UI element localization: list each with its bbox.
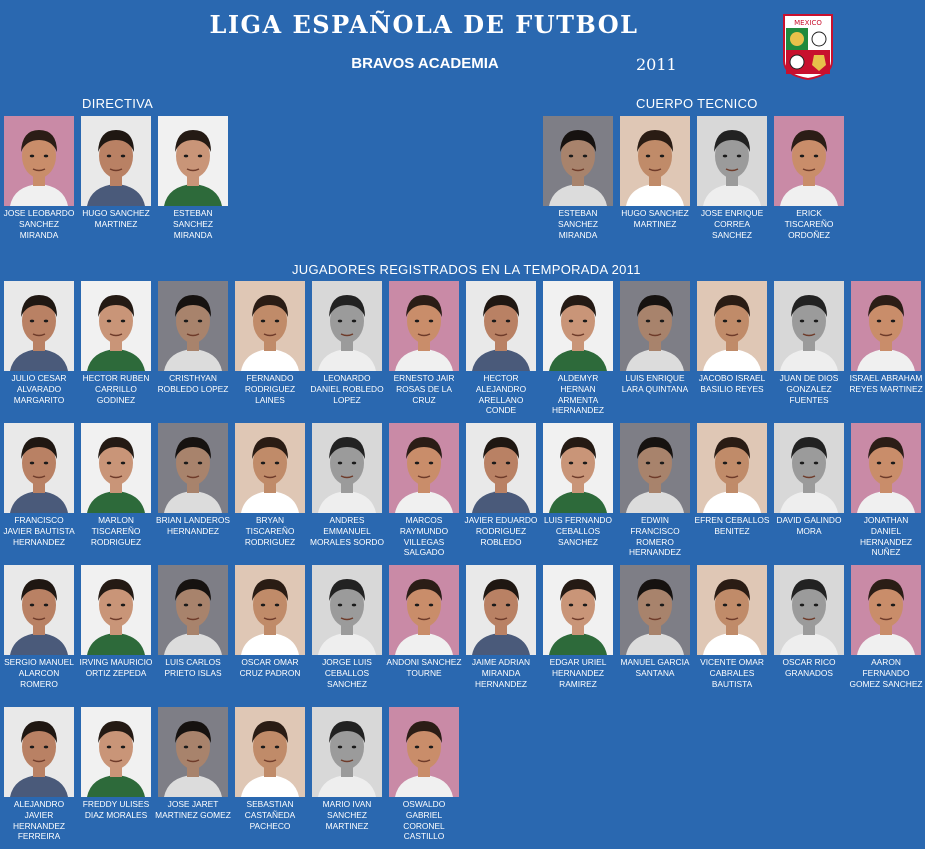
person-name: JAVIER EDUARDO RODRIGUEZ ROBLEDO [464, 515, 538, 547]
portrait-photo [851, 565, 921, 655]
portrait-photo [697, 281, 767, 371]
portrait-photo [389, 423, 459, 513]
jugadores-card [774, 281, 844, 405]
jugadores-card [389, 707, 459, 842]
jugadores-card [81, 281, 151, 405]
jugadores-card [694, 423, 770, 537]
portrait-photo [81, 423, 151, 513]
jugadores-card [235, 423, 305, 547]
portrait-photo [4, 116, 74, 206]
portrait-photo [235, 281, 305, 371]
portrait-photo [4, 281, 74, 371]
portrait-photo [235, 565, 305, 655]
person-name: OSWALDO GABRIEL CORONEL CASTILLO [402, 799, 446, 842]
portrait-photo [620, 423, 690, 513]
cuerpo_tecnico-card [697, 116, 767, 240]
directiva-card [81, 116, 151, 230]
jugadores-card [466, 423, 536, 547]
jugadores-card [81, 565, 151, 679]
portrait-photo [543, 281, 613, 371]
crest-label: MEXICO [794, 19, 822, 27]
portrait-photo [235, 423, 305, 513]
section-jugadores: JUGADORES REGISTRADOS EN LA TEMPORADA 2011 [292, 262, 641, 277]
person-name: JULIO CESAR ALVARADO MARGARITO [11, 373, 67, 405]
person-name: HUGO SANCHEZ MARTINEZ [621, 208, 689, 229]
jugadores-card [543, 423, 613, 547]
person-name: ERNESTO JAIR ROSAS DE LA CRUZ [393, 373, 455, 405]
jugadores-card [697, 565, 767, 689]
person-name: FREDDY ULISES DIAZ MORALES [82, 799, 150, 820]
jugadores-card [386, 565, 462, 679]
portrait-photo [389, 565, 459, 655]
section-cuerpo-tecnico: CUERPO TECNICO [636, 96, 758, 111]
portrait-photo [620, 281, 690, 371]
directiva-card [4, 116, 74, 240]
portrait-photo [774, 281, 844, 371]
jugadores-card [4, 565, 74, 689]
person-name: JAIME ADRIAN MIRANDA HERNANDEZ [471, 657, 531, 689]
person-name: SEBASTIAN CASTAÑEDA PACHECO [244, 799, 296, 831]
portrait-photo [389, 707, 459, 797]
jugadores-card [774, 423, 844, 537]
jugadores-card [389, 281, 459, 405]
person-name: ANDONI SANCHEZ TOURNE [386, 657, 462, 678]
jugadores-card [466, 565, 536, 689]
person-name: ANDRES EMMANUEL MORALES SORDO [310, 515, 384, 547]
portrait-photo [158, 423, 228, 513]
person-name: ESTEBAN SANCHEZ MIRANDA [557, 208, 599, 240]
person-name: HECTOR ALEJANDRO ARELLANO CONDE [475, 373, 527, 416]
portrait-photo [543, 565, 613, 655]
person-name: LUIS FERNANDO CEBALLOS SANCHEZ [544, 515, 612, 547]
jugadores-card [312, 707, 382, 831]
person-name: HECTOR RUBEN CARRILLO GODINEZ [82, 373, 150, 405]
person-name: ESTEBAN SANCHEZ MIRANDA [172, 208, 214, 240]
person-name: JOSE LEOBARDO SANCHEZ MIRANDA [3, 208, 75, 240]
jugadores-card [81, 707, 151, 821]
person-name: MARCOS RAYMUNDO VILLEGAS SALGADO [399, 515, 449, 558]
person-name: CRISTHYAN ROBLEDO LOPEZ [157, 373, 229, 394]
jugadores-card [81, 423, 151, 547]
person-name: JOSE JARET MARTINEZ GOMEZ [155, 799, 231, 820]
jugadores-card [235, 281, 305, 405]
portrait-photo [466, 565, 536, 655]
person-name: OSCAR OMAR CRUZ PADRON [239, 657, 301, 678]
portrait-photo [697, 565, 767, 655]
portrait-photo [466, 281, 536, 371]
portrait-photo [851, 423, 921, 513]
portrait-photo [620, 565, 690, 655]
person-name: JONATHAN DANIEL HERNANDEZ NUÑEZ [859, 515, 913, 558]
portrait-photo [81, 281, 151, 371]
person-name: BRYAN TISCAREÑO RODRIGUEZ [244, 515, 296, 547]
portrait-photo [81, 565, 151, 655]
jugadores-card [235, 565, 305, 679]
person-name: IRVING MAURICIO ORTIZ ZEPEDA [79, 657, 153, 678]
portrait-photo [158, 565, 228, 655]
person-name: MANUEL GARCIA SANTANA [620, 657, 690, 678]
person-name: BRIAN LANDEROS HERNANDEZ [156, 515, 230, 536]
portrait-photo [4, 565, 74, 655]
portrait-photo [543, 116, 613, 206]
jugadores-card [155, 707, 231, 821]
jugadores-card [312, 565, 382, 689]
portrait-photo [312, 707, 382, 797]
person-name: JACOBO ISRAEL BASILIO REYES [698, 373, 766, 394]
portrait-photo [81, 707, 151, 797]
person-name: EDWIN FRANCISCO ROMERO HERNANDEZ [628, 515, 682, 558]
portrait-photo [697, 423, 767, 513]
jugadores-card [312, 281, 382, 405]
person-name: LUIS ENRIQUE LARA QUINTANA [621, 373, 689, 394]
jugadores-card [774, 565, 844, 679]
person-name: LUIS CARLOS PRIETO ISLAS [164, 657, 222, 678]
person-name: ALEJANDRO JAVIER HERNANDEZ FERREIRA [12, 799, 66, 842]
portrait-photo [774, 423, 844, 513]
person-name: LEONARDO DANIEL ROBLEDO LOPEZ [310, 373, 384, 405]
person-name: JUAN DE DIOS GONZALEZ FUENTES [779, 373, 839, 405]
person-name: OSCAR RICO GRANADOS [782, 657, 836, 678]
portrait-photo [158, 281, 228, 371]
page-title: LIGA ESPAÑOLA DE FUTBOL [209, 10, 639, 39]
portrait-photo [543, 423, 613, 513]
person-name: JORGE LUIS CEBALLOS SANCHEZ [322, 657, 372, 689]
team-name: BRAVOS ACADEMIA [351, 55, 499, 72]
portrait-photo [4, 707, 74, 797]
portrait-photo [851, 281, 921, 371]
person-name: FERNANDO RODRIGUEZ LAINES [244, 373, 296, 405]
person-name: ERICK TISCAREÑO ORDOÑEZ [784, 208, 834, 240]
person-name: ISRAEL ABRAHAM REYES MARTINEZ [849, 373, 923, 394]
person-name: FRANCISCO JAVIER BAUTISTA HERNANDEZ [3, 515, 75, 547]
section-directiva: DIRECTIVA [82, 96, 154, 111]
portrait-photo [312, 565, 382, 655]
person-name: MARLON TISCAREÑO RODRIGUEZ [90, 515, 142, 547]
jugadores-card [312, 423, 382, 547]
jugadores-card [158, 423, 228, 537]
portrait-photo [4, 423, 74, 513]
jugadores-card [466, 281, 536, 416]
jugadores-card [235, 707, 305, 831]
person-name: EDGAR URIEL HERNANDEZ RAMIREZ [549, 657, 607, 689]
jugadores-card [158, 281, 228, 395]
portrait-photo [81, 116, 151, 206]
jugadores-card [4, 281, 74, 405]
jugadores-card [543, 565, 613, 689]
person-name: HUGO SANCHEZ MARTINEZ [82, 208, 150, 229]
person-name: VICENTE OMAR CABRALES BAUTISTA [700, 657, 764, 689]
jugadores-card [851, 565, 921, 689]
person-name: AARON FERNANDO GOMEZ SANCHEZ [849, 657, 923, 689]
person-name: ALDEMYR HERNAN ARMENTA HERNANDEZ [551, 373, 605, 416]
team-crest [782, 13, 834, 81]
portrait-photo [158, 116, 228, 206]
portrait-photo [774, 565, 844, 655]
portrait-photo [697, 116, 767, 206]
person-name: MARIO IVAN SANCHEZ MARTINEZ [322, 799, 372, 831]
portrait-photo [389, 281, 459, 371]
jugadores-card [851, 423, 921, 558]
jugadores-card [620, 423, 690, 558]
jugadores-card [4, 707, 74, 842]
jugadores-card [389, 423, 459, 558]
cuerpo_tecnico-card [774, 116, 844, 240]
jugadores-card [620, 565, 690, 679]
jugadores-card [543, 281, 613, 416]
jugadores-card [851, 281, 921, 395]
portrait-photo [158, 707, 228, 797]
person-name: DAVID GALINDO MORA [776, 515, 842, 536]
cuerpo_tecnico-card [543, 116, 613, 240]
directiva-card [158, 116, 228, 240]
cuerpo_tecnico-card [620, 116, 690, 230]
person-name: EFREN CEBALLOS BENITEZ [694, 515, 770, 536]
person-name: SERGIO MANUEL ALARCON ROMERO [4, 657, 74, 689]
portrait-photo [312, 281, 382, 371]
portrait-photo [620, 116, 690, 206]
season-year: 2011 [636, 55, 677, 74]
portrait-photo [466, 423, 536, 513]
person-name: JOSE ENRIQUE CORREA SANCHEZ [700, 208, 764, 240]
portrait-photo [774, 116, 844, 206]
jugadores-card [620, 281, 690, 395]
jugadores-card [4, 423, 74, 547]
portrait-photo [235, 707, 305, 797]
jugadores-card [158, 565, 228, 679]
jugadores-card [697, 281, 767, 395]
portrait-photo [312, 423, 382, 513]
